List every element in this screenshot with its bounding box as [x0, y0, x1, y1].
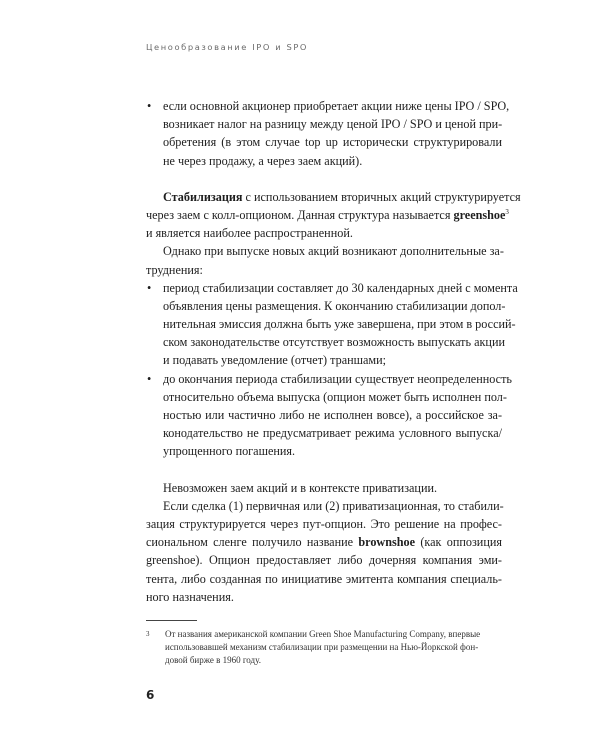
text-line: сиональном сленге получило название brownshoe (как оппозиция [146, 535, 502, 550]
text-line: и является наиболее распространенной. [146, 226, 353, 241]
running-header: Ценообразование IPO и SPO [146, 42, 309, 52]
bullet-item [146, 97, 510, 170]
paragraph-stabilization [146, 188, 521, 243]
text-line: возникает налог на разницу между ценой IPO / SPO и ценой при- [163, 117, 503, 132]
text-line: ском законодательстве отсутствует возможность выпускать акции [163, 335, 505, 350]
bullet-icon: • [147, 99, 152, 113]
footnote-line: От названия американской компании Green Shoe Manufacturing Company, впервые [165, 629, 481, 639]
footnote-divider [146, 620, 197, 621]
footnote-number: 3 [146, 630, 150, 638]
term-stabilization: Стабилизация [163, 189, 243, 204]
page-number: 6 [146, 688, 155, 702]
text-line: обретения (в этом случае top up исторически структурировали [163, 135, 502, 150]
text-line: упрощенного погашения. [163, 444, 296, 459]
text-line: объявления цены размещения. К окончанию стабилизации допол- [163, 298, 506, 313]
text-line: конодательство не предусматривает режима условного выпуска/ [163, 426, 502, 441]
text-line: Стабилизация с использованием вторичных акций структурируется [163, 189, 521, 204]
text-line: ностью или частично либо не исполнен вовсе), а российское за- [163, 408, 502, 422]
bullet-item [146, 279, 518, 370]
text-line: Если сделка (1) первичная или (2) приватизационная, то стабили- [163, 498, 504, 513]
text-line: ного назначения. [146, 589, 234, 604]
footnote-text [146, 628, 502, 668]
text-line: через заем с колл-опционом. Данная структура называется greenshoe$^3$ [146, 207, 509, 222]
footnote-line: использовавшей механизм стабилизации при размещении на Нью-Йоркской фон- [165, 642, 479, 653]
term-greenshoe: greenshoe [453, 207, 506, 222]
paragraph-difficulties [146, 242, 502, 278]
footnote [146, 628, 502, 668]
paragraph-putoption [146, 497, 502, 606]
body-text [146, 97, 521, 606]
text-line: зация структурируется через пут-опцион. Это решение на профес- [146, 516, 502, 531]
text-line: не через продажу, а через заем акций). [163, 153, 363, 168]
bullet-icon: • [147, 371, 152, 386]
text-line: тента, либо созданная по инициативе эмитента компания специаль- [146, 571, 502, 586]
footnote-line: довой бирже в 1960 году. [165, 655, 261, 666]
text-line: труднения: [146, 262, 203, 277]
text-line: Однако при выпуске новых акций возникают дополнительные за- [163, 244, 504, 259]
text-line: greenshoe). Опцион предоставляет либо дочерняя компания эми- [146, 553, 502, 568]
text-line: относительно объема выпуска (опцион может быть исполнен пол- [163, 389, 507, 404]
bullet-item [146, 370, 512, 461]
text-line: если основной акционер приобретает акции ниже цены IPO / SPO, [163, 99, 510, 113]
text-line: до окончания периода стабилизации существует неопределенность [163, 371, 512, 386]
text-line: нительная эмиссия должна быть уже завершена, при этом в россий- [163, 317, 516, 332]
term-brownshoe: brownshoe [358, 535, 416, 550]
bullet-icon: • [147, 280, 152, 295]
text-line: период стабилизации составляет до 30 календарных дней с момента [163, 280, 518, 295]
text-line: и подавать уведомление (отчет) траншами; [163, 353, 387, 368]
footnote-ref: 3 [505, 207, 509, 216]
paragraph-privatization: Невозможен заем акций и в контексте приватизации. [163, 480, 438, 495]
